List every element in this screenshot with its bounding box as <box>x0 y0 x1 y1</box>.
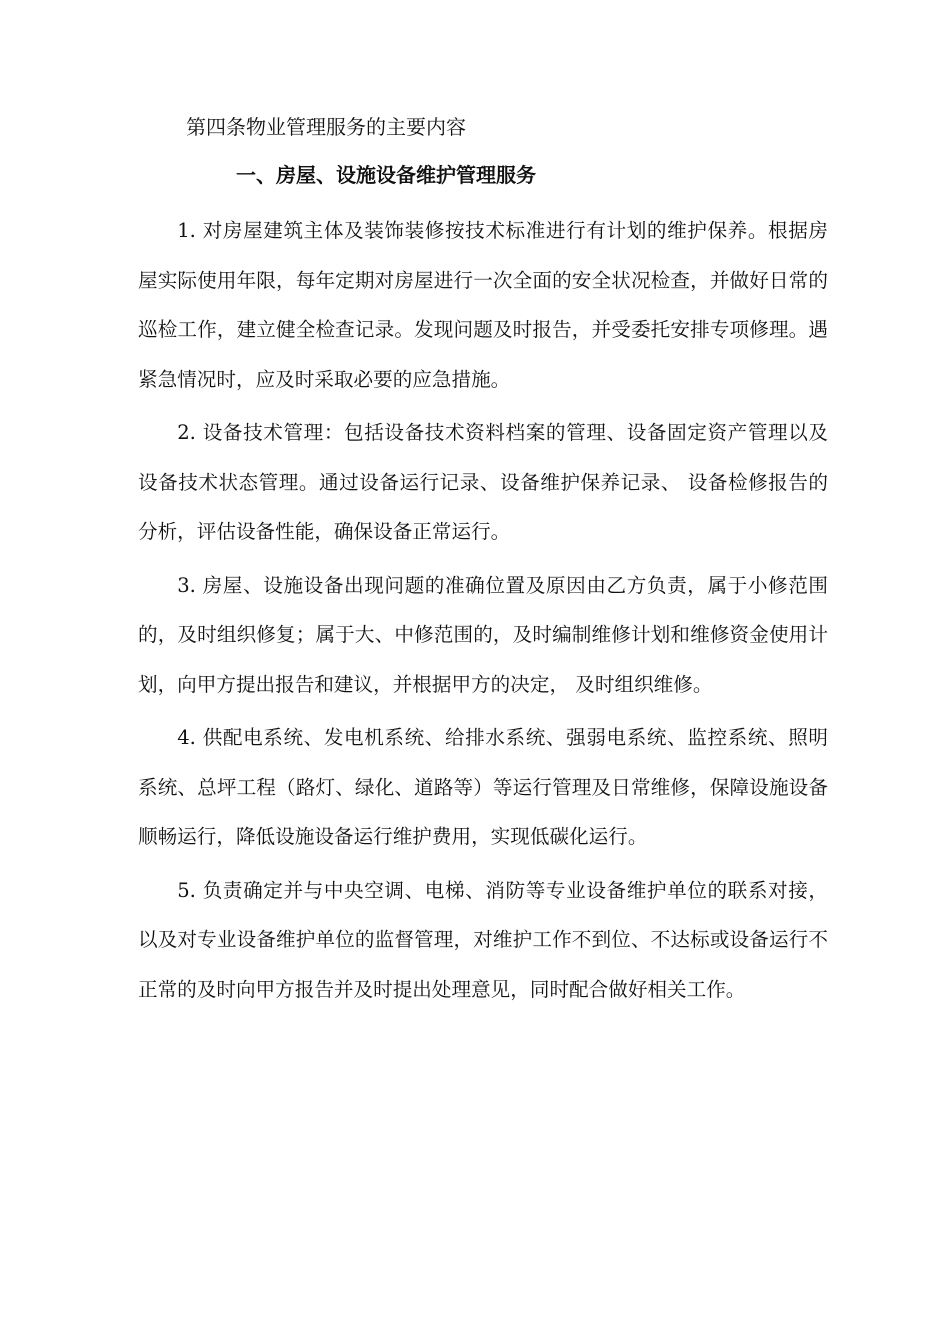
section-heading: 一、房屋、设施设备维护管理服务 <box>236 163 536 187</box>
paragraph-4: 4. 供配电系统、发电机系统、给排水系统、强弱电系统、监控系统、照明系统、总坪工程（路灯、绿化、道路等）等运行管理及日常维修，保障设施设备顺畅运行，降低设施设备运行维护费用，实现低碳化运行。 <box>138 726 828 848</box>
paragraph-1: 1. 对房屋建筑主体及装饰装修按技术标准进行有计划的维护保养。根据房屋实际使用年限，每年定期对房屋进行一次全面的安全状况检查，并做好日常的巡检工作，建立健全检查记录。发现问题及时报告，并受委托安排专项修理。遇紧急情况时，应及时采取必要的应急措施。 <box>138 219 828 391</box>
article-title: 第四条物业管理服务的主要内容 <box>186 115 466 139</box>
paragraph-5: 5. 负责确定并与中央空调、电梯、消防等专业设备维护单位的联系对接，以及对专业设备维护单位的监督管理，对维护工作不到位、不达标或设备运行不正常的及时向甲方报告并及时提出处理意见，同时配合做好相关工作。 <box>138 878 828 1001</box>
paragraph-3: 3. 房屋、设施设备出现问题的准确位置及原因由乙方负责，属于小修范围的，及时组织修复；属于大、中修范围的，及时编制维修计划和维修资金使用计划，向甲方提出报告和建议，并根据甲方的决定， 及时组织维修。 <box>138 573 828 696</box>
document-body <box>138 206 828 1018</box>
paragraph-2: 2. 设备技术管理：包括设备技术资料档案的管理、设备固定资产管理以及设备技术状态管理。通过设备运行记录、设备维护保养记录、 设备检修报告的分析，评估设备性能，确保设备正常运行。 <box>138 421 828 543</box>
